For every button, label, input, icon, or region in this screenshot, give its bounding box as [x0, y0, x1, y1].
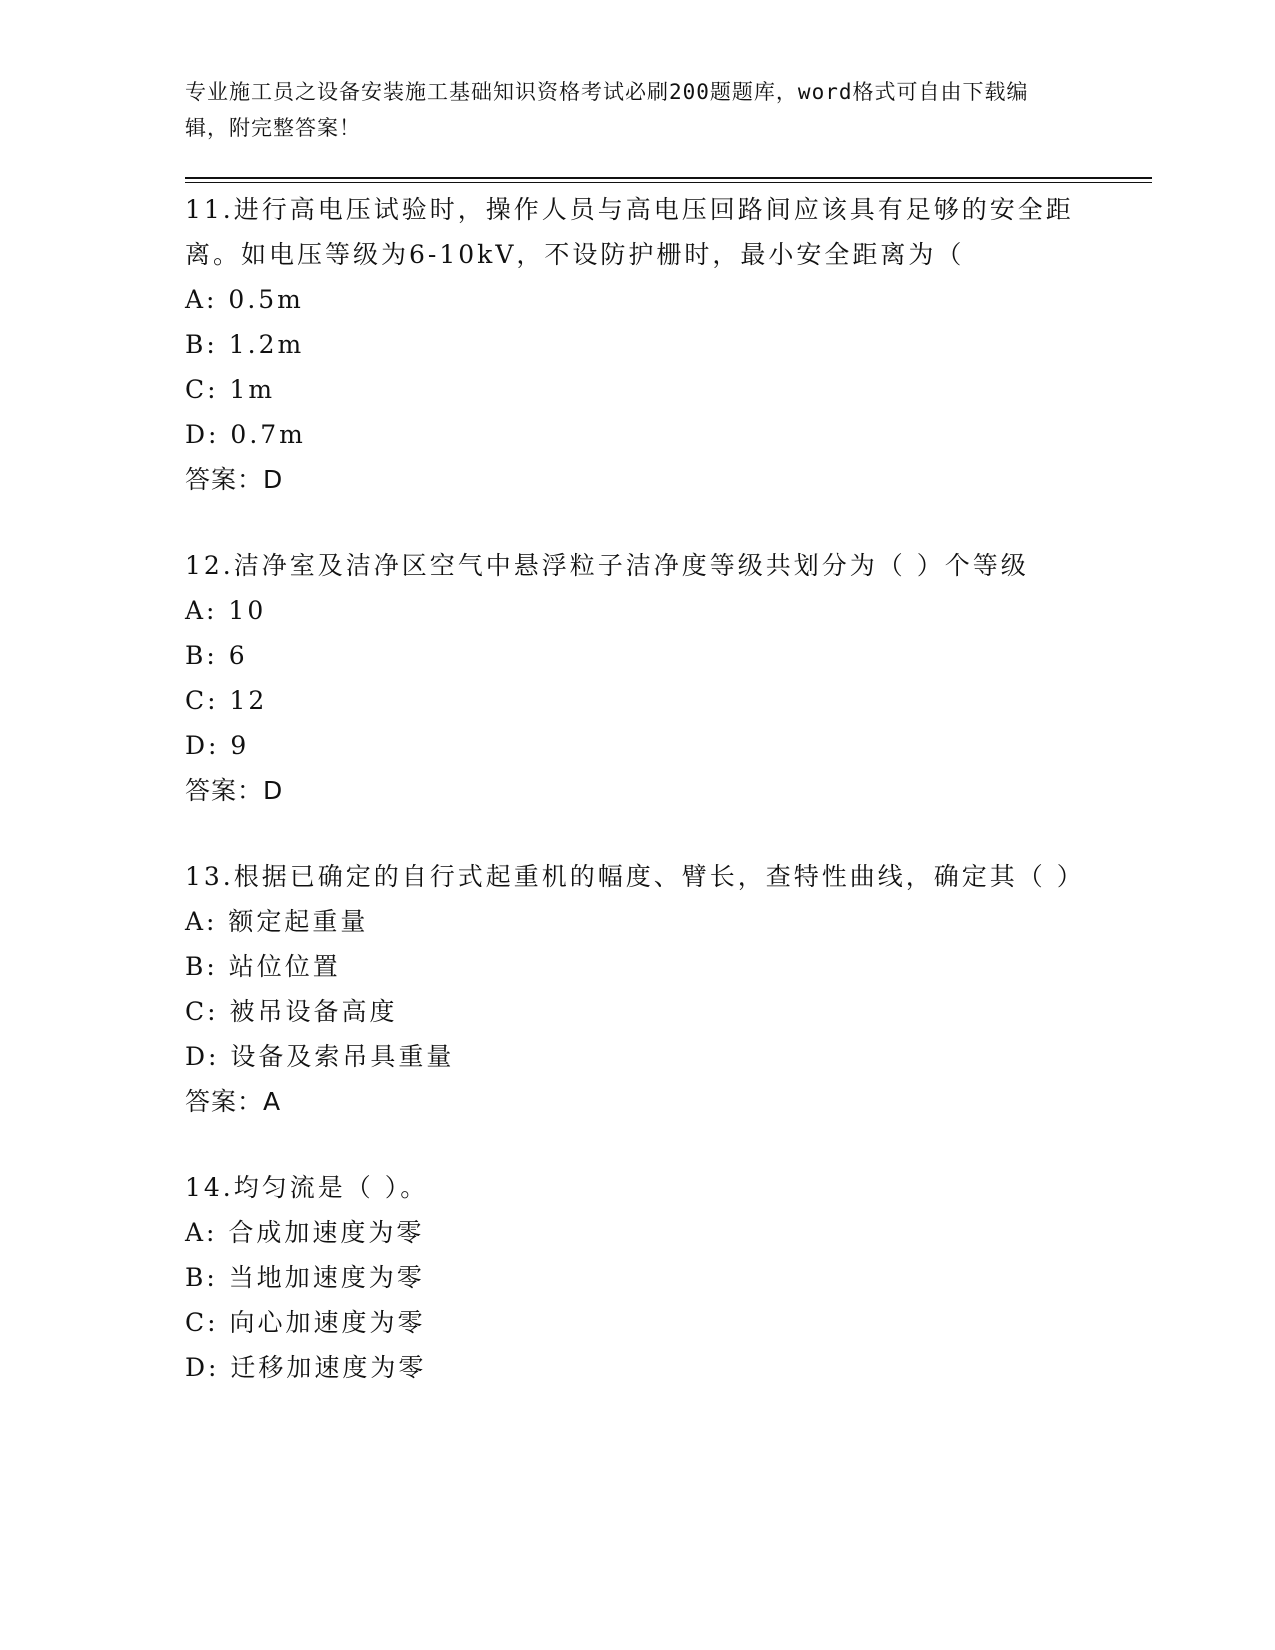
document-header: 专业施工员之设备安装施工基础知识资格考试必刷200题题库，word格式可自由下载编辑，附完整答案！ [185, 80, 1029, 140]
question-spacer [185, 813, 1085, 854]
question-stem: 11.进行高电压试验时，操作人员与高电压回路间应该具有足够的安全距离。如电压等级为6-10kV，不设防护栅时，最小安全距离为（ [185, 195, 1074, 269]
header-divider-thin [185, 182, 1152, 183]
option-d: D: 9 [185, 731, 250, 760]
option-a: A: 合成加速度为零 [185, 1218, 425, 1247]
option-a: A: 10 [185, 596, 267, 625]
option-c: C: 1m [185, 375, 276, 404]
question-spacer [185, 502, 1085, 543]
option-d: D: 迁移加速度为零 [185, 1353, 427, 1382]
option-c: C: 12 [185, 686, 268, 715]
option-b: B: 站位位置 [185, 952, 341, 981]
header-divider-thick [185, 177, 1152, 179]
option-b: B: 1.2m [185, 330, 305, 359]
option-c: C: 向心加速度为零 [185, 1308, 426, 1337]
option-d: D: 设备及索吊具重量 [185, 1042, 455, 1071]
answer-line: 答案：D [185, 776, 284, 805]
question-list [185, 187, 1085, 1390]
answer-line: 答案：D [185, 465, 284, 494]
answer-line: 答案：A [185, 1087, 282, 1116]
option-c: C: 被吊设备高度 [185, 997, 398, 1026]
option-a: A: 0.5m [185, 285, 304, 314]
question-12 [185, 543, 1085, 813]
question-spacer [185, 1124, 1085, 1165]
question-11 [185, 187, 1085, 502]
question-stem: 12.洁净室及洁净区空气中悬浮粒子洁净度等级共划分为（ ）个等级 [185, 551, 1029, 580]
option-b: B: 6 [185, 641, 248, 670]
question-stem: 14.均匀流是（ ）。 [185, 1173, 429, 1202]
option-d: D: 0.7m [185, 420, 306, 449]
question-13 [185, 854, 1085, 1124]
question-14 [185, 1165, 1085, 1390]
option-b: B: 当地加速度为零 [185, 1263, 425, 1292]
question-stem: 13.根据已确定的自行式起重机的幅度、臂长，查特性曲线，确定其（ ） [185, 862, 1085, 891]
option-a: A: 额定起重量 [185, 907, 369, 936]
